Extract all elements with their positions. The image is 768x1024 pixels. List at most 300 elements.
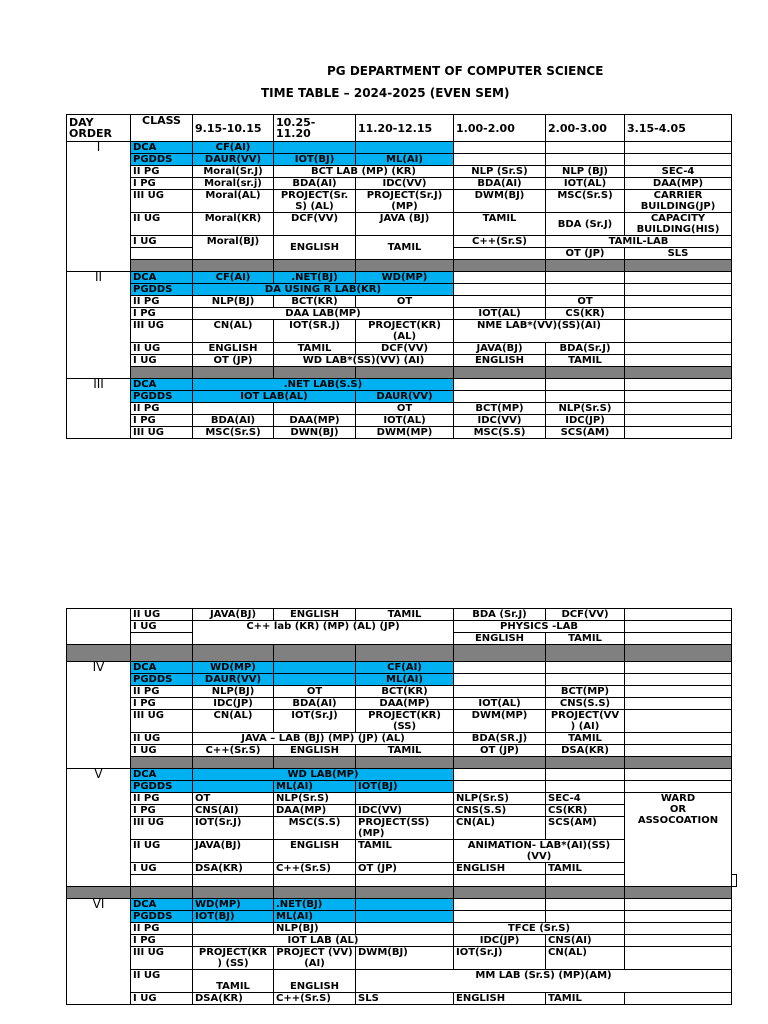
slot-cell [454,142,546,154]
slot-cell: WD LAB*(SS)(VV) (AI) [274,355,454,367]
class-cell: II PG [131,166,193,178]
slot-cell: BCT(KR) [356,686,454,698]
col-class: CLASS [131,115,193,142]
slot-cell [625,609,732,621]
slot-cell [454,911,546,923]
slot-cell: DAA LAB(MP) [193,308,454,320]
slot-cell [625,621,732,633]
table-row [67,142,732,154]
class-cell: II UG [131,733,193,745]
class-cell: II PG [131,923,193,935]
table-row [67,710,737,733]
slot-cell [356,142,454,154]
slot-cell: DAUR(VV) [356,391,454,403]
slot-cell: MSC(Sr.S) [546,190,625,213]
day-order-1: I [67,142,131,272]
class-cell: II UG [131,343,193,355]
slot-cell: TAMIL [274,343,356,355]
table-row [67,899,737,911]
slot-cell [546,899,625,911]
slot-cell: PROJECT(Sr. S) (AL) [274,190,356,213]
slot-cell [546,674,625,686]
slot-cell: NLP(Sr.S) [274,793,356,805]
slot-cell: ENGLISH [274,745,356,757]
slot-cell [625,674,732,686]
slot-cell: DCF(VV) [274,213,356,236]
slot-cell [546,142,625,154]
table-row [67,674,737,686]
slot-cell: C++(Sr.S) [274,863,356,875]
ward-line-2: OR [669,804,687,815]
class-cell: PGDDS [131,154,193,166]
slot-cell [625,911,732,923]
slot-cell: C++(Sr.S) [454,236,546,248]
slot-cell [356,911,454,923]
slot-cell [625,272,732,284]
slot-cell: CN(AL) [546,947,625,970]
slot-cell: CS(KR) [546,308,625,320]
slot-cell: ENGLISH [454,633,546,645]
class-cell: II PG [131,296,193,308]
slot-cell: PROJECT (VV)(AI) [274,947,356,970]
slot-cell [193,781,274,793]
slot-cell: NLP(Sr.S) [546,403,625,415]
slot-cell: DSA(KR) [546,745,625,757]
slot-cell: BDA (Sr.J) [546,213,625,236]
table-row [67,662,737,674]
table-row [67,320,732,343]
slot-cell: WD LAB(MP) [193,769,454,781]
slot-cell: IDC(JP) [454,935,546,947]
table-row [67,308,732,320]
slot-cell: NME LAB*(VV)(SS)(AI) [454,320,625,343]
slot-cell: MSC(S.S) [274,817,356,840]
table-row [67,621,737,633]
slot-cell [625,733,732,745]
department-title: PG DEPARTMENT OF COMPUTER SCIENCE [327,64,604,78]
slot-cell [625,781,732,793]
slot-cell: IOT LAB (AL) [193,935,454,947]
slot-cell: IOT LAB(AL) [193,391,356,403]
slot-cell: .NET(BJ) [274,272,356,284]
slot-cell: DAA(MP) [274,415,356,427]
slot-cell: BCT LAB (MP) (KR) [274,166,454,178]
slot-cell: DWN(BJ) [274,427,356,439]
slot-cell [546,391,625,403]
slot-cell: IOT(BJ) [356,781,454,793]
table-row [67,733,737,745]
table-row [67,154,732,166]
class-cell: PGDDS [131,781,193,793]
slot-cell [454,899,546,911]
slot-cell: DAA(MP) [356,698,454,710]
class-cell: I PG [131,415,193,427]
class-cell: II PG [131,686,193,698]
class-cell: DCA [131,899,193,911]
slot-cell: CN(AL) [193,710,274,733]
slot-cell: MSC(S.S) [454,427,546,439]
slot-cell [625,415,732,427]
slot-cell: JAVA(BJ) [193,840,274,863]
class-cell [131,633,193,645]
class-cell: PGDDS [131,391,193,403]
timetable-title: TIME TABLE – 2024-2025 (EVEN SEM) [261,86,510,100]
slot-cell [625,296,732,308]
table-row [67,178,732,190]
slot-cell: TAMIL [546,355,625,367]
slot-cell: DWM(BJ) [356,947,454,970]
slot-cell [454,154,546,166]
slot-cell [546,662,625,674]
slot-cell [274,662,356,674]
slot-cell: C++(Sr.S) [193,745,274,757]
slot-cell [546,769,625,781]
table-row [67,923,737,935]
slot-cell: Moral(AL) [193,190,274,213]
slot-cell: BDA(AI) [274,178,356,190]
slot-cell: ENGLISH [274,840,356,863]
slot-cell [546,781,625,793]
col-period-6: 3.15-4.05 [625,115,732,142]
class-cell: DCA [131,769,193,781]
slot-cell: JAVA(BJ) [193,609,274,621]
slot-cell: BDA(AI) [454,178,546,190]
slot-cell: JAVA (BJ) [356,213,454,236]
slot-cell: WD(MP) [356,272,454,284]
slot-cell: OT (JP) [454,745,546,757]
slot-cell: BDA(AI) [193,415,274,427]
class-cell: I UG [131,993,193,1005]
slot-cell: BDA (Sr.J) [454,609,546,621]
slot-cell: OT (JP) [193,355,274,367]
slot-cell: TAMIL [546,993,625,1005]
slot-cell [625,142,732,154]
class-cell: II UG [131,213,193,236]
slot-cell [625,993,732,1005]
slot-cell [454,296,546,308]
slot-cell: TAMIL [356,236,454,260]
slot-cell [625,427,732,439]
col-period-2: 10.25- 11.20 [274,115,356,142]
slot-cell [625,899,732,911]
timetable-part-2 [66,608,737,1005]
slot-cell: IOT(Sr.J) [193,817,274,840]
table-row [67,793,737,805]
slot-cell: MSC(Sr.S) [193,427,274,439]
class-cell: I UG [131,863,193,875]
slot-cell [625,403,732,415]
slot-cell: ENGLISH [454,355,546,367]
slot-cell [274,674,356,686]
slot-cell: IDC(VV) [356,805,454,817]
slot-cell: WD(MP) [193,899,274,911]
slot-cell [356,875,454,887]
slot-cell [454,391,546,403]
ward-line-3: ASSOCOATION [637,815,719,826]
slot-cell [274,403,356,415]
slot-cell: DAUR(VV) [193,154,274,166]
slot-cell: MM LAB (Sr.S) (MP)(AM) [356,970,732,993]
slot-cell [625,769,732,781]
col-period-4: 1.00-2.00 [454,115,546,142]
table-row [67,272,732,284]
class-cell [131,875,193,887]
slot-cell: SLS [625,248,732,260]
slot-cell: CN(AL) [193,320,274,343]
slot-cell: SEC-4 [546,793,625,805]
slot-cell [356,923,454,935]
day-order-2: II [67,272,131,379]
slot-cell [625,379,732,391]
slot-cell: ENGLISH [274,609,356,621]
slot-cell: OT [274,686,356,698]
slot-cell: CARRIER BUILDING(JP) [625,190,732,213]
slot-cell: DWM(BJ) [454,190,546,213]
slot-cell: DAUR(VV) [193,674,274,686]
slot-cell [625,698,732,710]
slot-cell [454,248,546,260]
slot-cell: DSA(KR) [193,993,274,1005]
ward-line-1: WARD [660,793,696,804]
slot-cell: OT [356,403,454,415]
slot-cell: NLP(Sr.S) [454,793,546,805]
slot-cell: ANIMATION- LAB*(AI)(SS) (VV) [454,840,625,863]
slot-cell: BDA(AI) [274,698,356,710]
slot-cell [274,142,356,154]
slot-cell: PROJECT(KR) (SS) [356,710,454,733]
table-row [67,698,737,710]
slot-cell: CNS(AI) [193,805,274,817]
slot-cell [454,674,546,686]
table-row [67,686,737,698]
slot-cell: CN(AL) [454,817,546,840]
col-period-1: 9.15-10.15 [193,115,274,142]
class-cell: I PG [131,308,193,320]
table-row [67,769,737,781]
slot-cell [625,343,732,355]
slot-cell [625,710,732,733]
slot-cell: BDA(SR.J) [454,733,546,745]
class-cell: I UG [131,236,193,248]
slot-cell [625,662,732,674]
slot-cell [274,875,356,887]
slot-cell: NLP (BJ) [546,166,625,178]
slot-cell: TAMIL [546,863,625,875]
slot-cell [356,793,454,805]
class-cell: II UG [131,840,193,863]
class-cell: II PG [131,793,193,805]
table-row [67,236,732,248]
slot-cell: C++ lab (KR) (MP) (AL) (JP) [193,621,454,645]
slot-cell [454,272,546,284]
table-row [67,935,737,947]
slot-cell: PROJECT(VV ) (AI) [546,710,625,733]
class-cell: I UG [131,745,193,757]
class-cell: II UG [131,609,193,621]
table-row [67,391,732,403]
slot-cell [193,403,274,415]
slot-cell: BCT(MP) [546,686,625,698]
slot-cell [625,154,732,166]
slot-cell: PROJECT(KR ) (SS) [193,947,274,970]
slot-cell: ENGLISH [454,993,546,1005]
slot-cell: Moral(KR) [193,213,274,236]
table-row [67,379,732,391]
class-cell: I PG [131,805,193,817]
slot-cell [625,355,732,367]
slot-cell: IOT(Sr.J) [454,947,546,970]
separator-row [67,645,737,662]
slot-cell: TAMIL [454,213,546,236]
separator-row [67,260,732,272]
slot-cell: ML(AI) [356,154,454,166]
slot-cell: Moral(sr.j) [193,178,274,190]
slot-cell: SEC-4 [625,166,732,178]
table-row [67,745,737,757]
table-row [67,166,732,178]
slot-cell: JAVA – LAB (BJ) (MP) (JP) (AL) [193,733,454,745]
slot-cell: BDA(Sr.J) [546,343,625,355]
slot-cell: PHYSICS -LAB [454,621,625,633]
slot-cell: TAMIL [356,609,454,621]
slot-cell [454,379,546,391]
slot-cell: SCS(AM) [546,817,625,840]
slot-cell [546,911,625,923]
day-order-3-cont [67,609,131,645]
day-order-6: VI [67,899,131,1005]
class-cell: I PG [131,178,193,190]
slot-cell: PROJECT(Sr.J) (MP) [356,190,454,213]
slot-cell: ML(AI) [274,781,356,793]
slot-cell: IDC(JP) [546,415,625,427]
table-row [67,213,732,236]
slot-cell: CNS(S.S) [546,698,625,710]
slot-cell [546,379,625,391]
table-row [67,609,737,621]
slot-cell: NLP(BJ) [193,296,274,308]
separator-row [67,367,732,379]
class-cell: DCA [131,142,193,154]
slot-cell [625,284,732,296]
slot-cell: IDC(VV) [454,415,546,427]
slot-cell: DSA(KR) [193,863,274,875]
table-row [67,970,737,993]
col-period-5: 2.00-3.00 [546,115,625,142]
slot-cell: CNS(S.S) [454,805,546,817]
slot-cell: DCF(VV) [546,609,625,621]
slot-cell [625,391,732,403]
slot-cell: BCT(MP) [454,403,546,415]
slot-cell: IOT(SR.J) [274,320,356,343]
slot-cell: CF(AI) [356,662,454,674]
slot-cell: TAMIL [546,733,625,745]
col-day-order: DAY ORDER [67,115,131,142]
slot-cell: ENGLISH [454,863,546,875]
slot-cell: OT (JP) [546,248,625,260]
slot-cell: IDC(JP) [193,698,274,710]
slot-cell: DWM(MP) [454,710,546,733]
slot-cell: TAMIL [193,970,274,993]
timetable-part-1 [66,114,732,439]
slot-cell [454,662,546,674]
slot-cell: Moral(Sr.J) [193,166,274,178]
slot-cell [625,935,732,947]
table-row [67,190,732,213]
slot-cell: CF(AI) [193,272,274,284]
class-cell: I UG [131,621,193,633]
slot-cell: OT [356,296,454,308]
class-cell [131,248,193,260]
slot-cell [625,745,732,757]
class-cell: III UG [131,190,193,213]
slot-cell [454,686,546,698]
slot-cell: IOT(AL) [454,698,546,710]
class-cell: III UG [131,947,193,970]
slot-cell: ML(AI) [356,674,454,686]
slot-cell: TAMIL [356,745,454,757]
class-cell: PGDDS [131,911,193,923]
slot-cell [625,923,732,935]
slot-cell [454,284,546,296]
slot-cell [546,284,625,296]
slot-cell [454,769,546,781]
table-row [67,781,737,793]
separator-row [67,757,737,769]
slot-cell: DCF(VV) [356,343,454,355]
slot-cell: IOT(AL) [546,178,625,190]
slot-cell: CF(AI) [193,142,274,154]
slot-cell: IOT(AL) [454,308,546,320]
class-cell: DCA [131,662,193,674]
separator-row [67,887,737,899]
slot-cell: ENGLISH [274,236,356,260]
table-row [67,355,732,367]
slot-cell: IOT(BJ) [274,154,356,166]
class-cell: I PG [131,698,193,710]
slot-cell: ENGLISH [193,343,274,355]
slot-cell [732,875,737,887]
table-row [67,947,737,970]
slot-cell: PROJECT(KR) (AL) [356,320,454,343]
slot-cell: DAA(MP) [625,178,732,190]
slot-cell: NLP(BJ) [193,686,274,698]
slot-cell: TAMIL [356,840,454,863]
slot-cell [625,633,732,645]
class-cell: III UG [131,817,193,840]
table-row [67,993,737,1005]
slot-cell: NLP (Sr.S) [454,166,546,178]
slot-cell: IOT(BJ) [193,911,274,923]
table-row [67,415,732,427]
slot-cell: ENGLISH [274,970,356,993]
slot-cell: PROJECT(SS) (MP) [356,817,454,840]
table-row [67,911,737,923]
slot-cell: .NET(BJ) [274,899,356,911]
class-cell: II PG [131,403,193,415]
slot-cell: NLP(BJ) [274,923,356,935]
slot-cell: IDC(VV) [356,178,454,190]
slot-cell: TAMIL [546,633,625,645]
class-cell: III UG [131,710,193,733]
class-cell: II UG [131,970,193,993]
table-row [67,296,732,308]
slot-cell: SLS [356,993,454,1005]
day-order-3: III [67,379,131,439]
table-row [67,403,732,415]
day-order-4: IV [67,662,131,769]
slot-cell [625,320,732,343]
class-cell: I UG [131,355,193,367]
